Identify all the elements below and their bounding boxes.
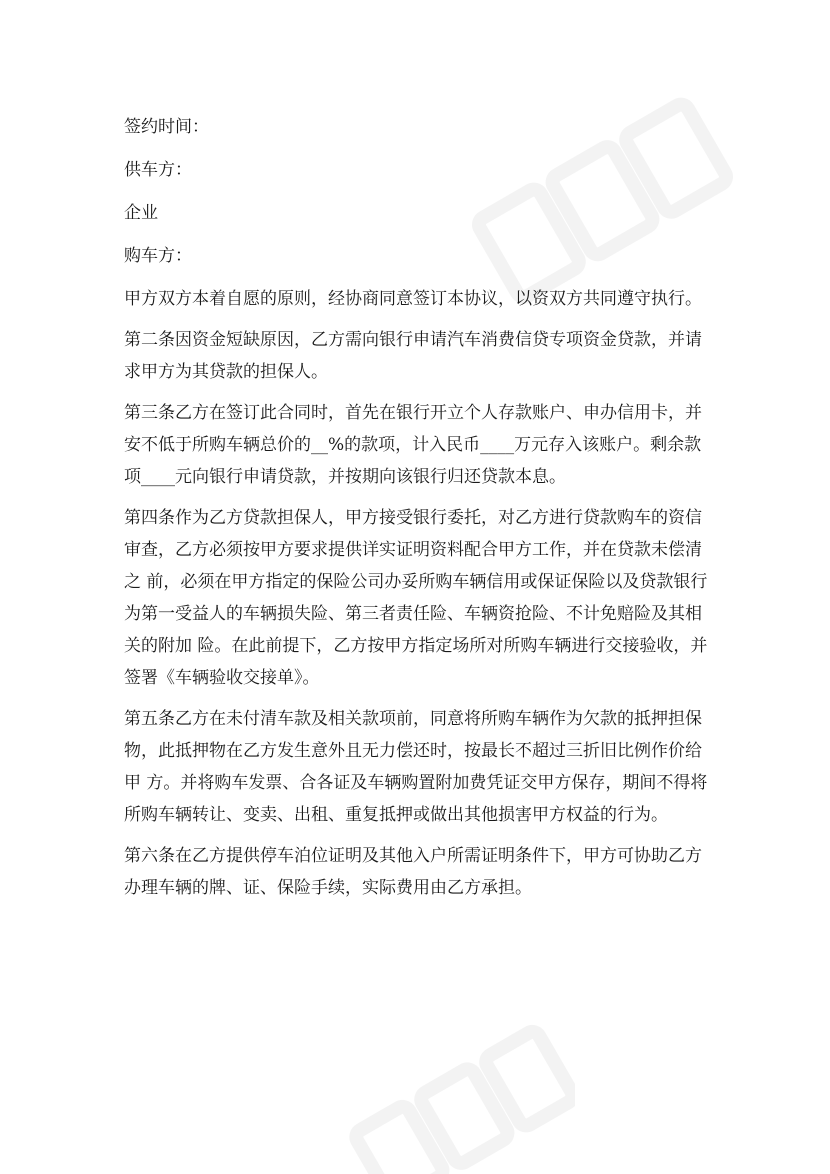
paragraph-line: 物，此抵押物在乙方发生意外且无力偿还时，按最长不超过三折旧比例作价给: [124, 741, 702, 761]
paragraph-line: 求甲方为其贷款的担保人。: [124, 362, 328, 382]
clause-4: [124, 502, 719, 694]
paragraph-line: 所购车辆转让、变卖、出租、重复抵押或做出其他损害甲方权益的行为。: [124, 805, 668, 825]
paragraph-line: 审查，乙方必须按甲方要求提供详实证明资料配合甲方工作，并在贷款未偿清: [124, 540, 702, 560]
paragraph-line: 安不低于所购车辆总价的__%的款项，计入民币____万元存入该账户。剩余款: [124, 435, 702, 455]
watermark-logo-bottom: [335, 1020, 575, 1174]
paragraph-line: 第三条乙方在签订此合同时，首先在银行开立个人存款账户、申办信用卡，并: [124, 403, 702, 423]
paragraph-line: 关的附加 险。在此前提下，乙方按甲方指定场所对所购车辆进行交接验收，并: [124, 636, 708, 656]
paragraph-line: 项____元向银行申请贷款，并按期向该银行归还贷款本息。: [124, 467, 566, 487]
clause-3: [124, 397, 719, 493]
paragraph-line: 第四条作为乙方贷款担保人，甲方接受银行委托，对乙方进行贷款购车的资信: [124, 508, 702, 528]
paragraph-line: 为第一受益人的车辆损失险、第三者责任险、车辆资抢险、不计免赔险及其相: [124, 604, 702, 624]
paragraph-line: 甲 方。并将购车发票、合各证及车辆购置附加费凭证交甲方保存，期间不得将: [124, 773, 708, 793]
supplier-label: 供车方：: [124, 160, 192, 180]
clause-5: [124, 703, 719, 831]
paragraph-line: 第二条因资金短缺原因，乙方需向银行申请汽车消费信贷专项资金贷款，并请: [124, 330, 702, 350]
paragraph-intro: [124, 283, 719, 315]
paragraph-line: 之 前，必须在甲方指定的保险公司办妥所购车辆信用或保证保险以及贷款银行: [124, 572, 708, 592]
clause-6: [124, 840, 719, 904]
contract-body: [124, 111, 719, 913]
enterprise-label: 企业: [124, 203, 158, 223]
clause-2: [124, 324, 719, 388]
paragraph-line: 第六条在乙方提供停车泊位证明及其他入户所需证明条件下，甲方可协助乙方: [124, 846, 702, 866]
paragraph-line: 甲方双方本着自愿的原则，经协商同意签订本协议，以资双方共同遵守执行。: [124, 289, 702, 309]
buyer-label: 购车方：: [124, 246, 192, 266]
paragraph-line: 第五条乙方在未付清车款及相关款项前，同意将所购车辆作为欠款的抵押担保: [124, 709, 702, 729]
paragraph-line: 签署《车辆验收交接单》。: [124, 668, 320, 688]
sign-time-label: 签约时间：: [124, 117, 209, 137]
paragraph-line: 办理车辆的牌、证、保险手续，实际费用由乙方承担。: [124, 878, 532, 898]
